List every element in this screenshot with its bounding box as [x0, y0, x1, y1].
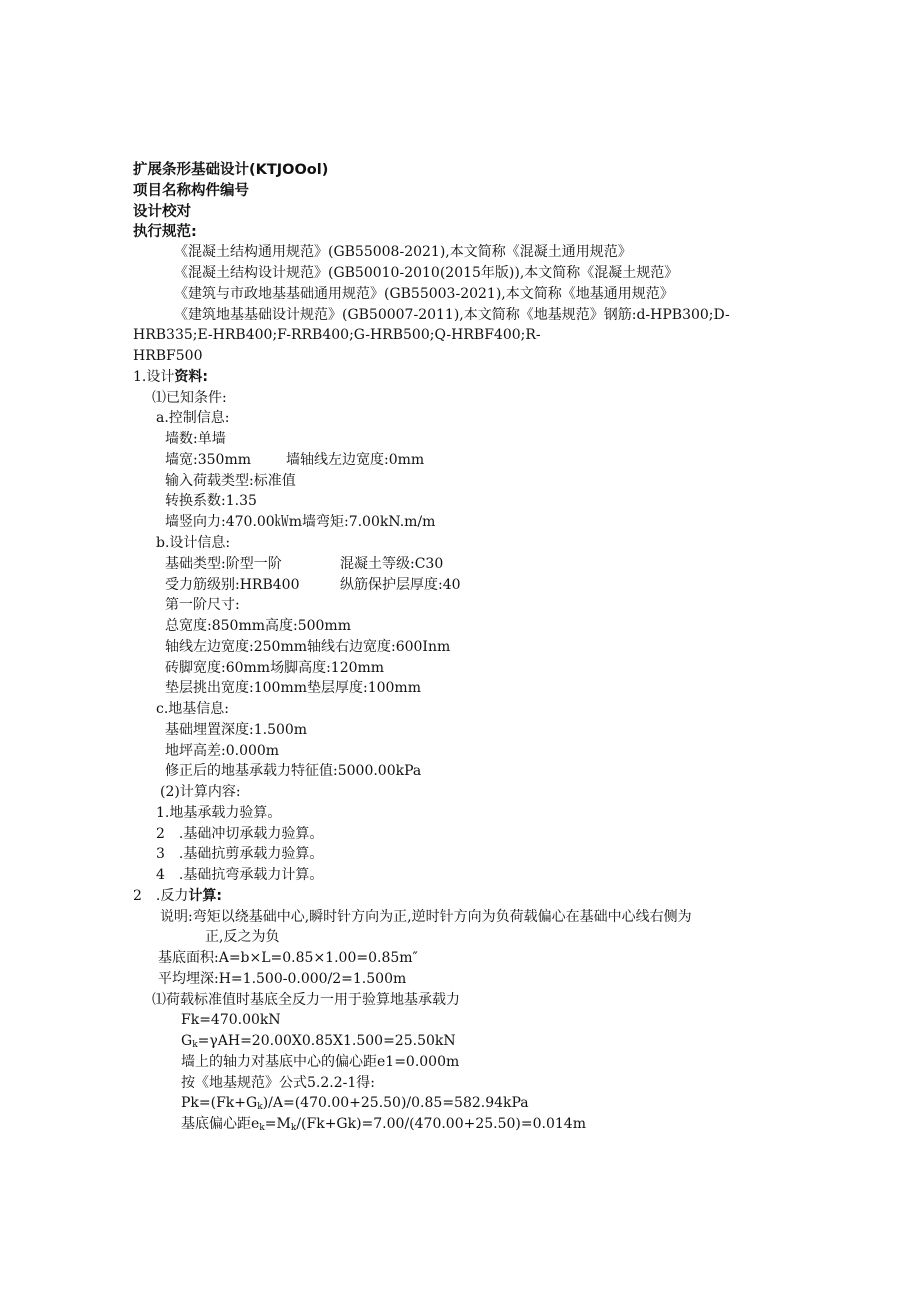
spec-heading: 执行规范:	[133, 224, 197, 240]
ek-label: 基底偏心距e	[181, 1116, 260, 1132]
section-1-heading	[133, 367, 208, 387]
brick-footing: 砖脚宽度:60mm场脚高度:120mm	[165, 660, 385, 676]
eccentricity-axial: 墙上的轴力对基底中心的偏心距e1=0.000m	[181, 1054, 460, 1070]
section-1-title: 资料:	[174, 369, 208, 385]
rebar-grade: 受力筋级别:HRB400	[165, 577, 300, 593]
foundation-type: 基础类型:阶型一阶	[165, 556, 282, 572]
formula-reference: 按《地基规范》公式5.2.2-1得:	[181, 1075, 375, 1091]
calc-item: 2 .基础冲切承载力验算。	[156, 826, 324, 842]
mk-symbol: =M	[264, 1116, 291, 1132]
spec-line: HRB335;E-HRB400;F-RRB400;G-HRB500;Q-HRBF400;R-	[133, 327, 541, 343]
conversion-factor: 转换系数:1.35	[165, 493, 257, 509]
total-width-height: 总宽度:850mm高度:500mm	[165, 618, 351, 634]
spec-line: 《建筑与市政地基基础通用规范》(GB55003-2021),本文简称《地基通用规范》	[174, 286, 674, 302]
fk-value: Fk=470.00kN	[181, 1012, 281, 1028]
section-2-number: 2 .反力	[133, 888, 189, 904]
section-2-title: 计算:	[188, 888, 222, 904]
project-line: 项目名称构件编号	[133, 183, 249, 199]
wall-axis-left-width: 墙轴线左边宽度:0mm	[286, 452, 425, 468]
control-info-heading: a.控制信息:	[156, 410, 230, 426]
design-check-line: 设计校对	[133, 204, 191, 220]
ek-formula: /(Fk+Gk)=7.00/(470.00+25.50)=0.014m	[296, 1116, 586, 1132]
pk-value	[181, 1093, 529, 1113]
calc-content-heading: (2)计算内容:	[160, 784, 241, 800]
mk-subscript: k	[290, 1123, 297, 1133]
pk-subscript: k	[257, 1102, 263, 1112]
base-eccentricity	[181, 1114, 586, 1134]
document-title: 扩展条形基础设计(KTJOOol)	[133, 162, 329, 178]
gk-subscript: k	[192, 1040, 198, 1050]
pk-formula: )/A=(470.00+25.50)/0.85=582.94kPa	[262, 1095, 529, 1111]
load-type: 输入荷载类型:标准值	[165, 473, 296, 489]
burial-depth: 基础埋置深度:1.500m	[165, 722, 308, 738]
section-1-number: 1.设计	[133, 369, 175, 385]
avg-depth: 平均埋深:H=1.500-0.000/2=1.500m	[158, 971, 407, 987]
sign-note-cont: 正,反之为负	[205, 929, 280, 945]
calc-item: 4 .基础抗弯承载力计算。	[156, 867, 324, 883]
calc-item: 1.地基承载力验算。	[156, 805, 282, 821]
wall-width: 墙宽:350mm	[165, 452, 251, 468]
ground-info-heading: c.地基信息:	[156, 701, 230, 717]
ek-subscript: k	[259, 1123, 265, 1133]
gk-formula: =γAH=20.00X0.85X1.500=25.50kN	[197, 1033, 456, 1049]
pk-symbol: Pk=(Fk+G	[181, 1095, 258, 1111]
wall-count: 墙数:单墙	[165, 431, 226, 447]
floor-height-diff: 地坪高差:0.000m	[165, 743, 280, 759]
wall-forces: 墙竖向力:470.00㎾m墙弯矩:7.00kN.m/m	[165, 514, 436, 530]
concrete-grade: 混凝土等级:C30	[340, 556, 444, 572]
sign-note: 说明:弯矩以绕基础中心,瞬时针方向为正,逆时针方向为负荷载偏心在基础中心线右侧为	[160, 909, 692, 925]
base-area: 基底面积:A=b×L=0.85×1.00=0.85m″	[158, 950, 418, 966]
spec-line: 《建筑地基基础设计规范》(GB50007-2011),本文简称《地基规范》钢筋:d-HPB300;D-	[174, 307, 730, 323]
spec-line: HRBF500	[133, 348, 203, 364]
design-info-heading: b.设计信息:	[156, 535, 231, 551]
spec-line: 《混凝土结构设计规范》(GB50010-2010(2015年版)),本文简称《混凝土规范》	[174, 265, 679, 281]
gk-value	[181, 1031, 456, 1051]
calc-item: 3 .基础抗剪承载力验算。	[156, 846, 324, 862]
known-conditions: ⑴已知条件:	[152, 390, 227, 406]
standard-load-heading: ⑴荷载标准值时基底全反力一用于验算地基承载力	[152, 992, 460, 1008]
axis-widths: 轴线左边宽度:250mm轴线右边宽度:600Inm	[165, 639, 451, 655]
section-2-heading	[133, 886, 222, 906]
bearing-capacity: 修正后的地基承载力特征值:5000.00kPa	[165, 763, 422, 779]
cushion-layer: 垫层挑出宽度:100mm垫层厚度:100mm	[165, 680, 421, 696]
cover-thickness: 纵筋保护层厚度:40	[340, 577, 461, 593]
gk-symbol: G	[181, 1033, 193, 1049]
first-step-size: 第一阶尺寸:	[165, 597, 240, 613]
spec-line: 《混凝土结构通用规范》(GB55008-2021),本文简称《混凝土通用规范》	[174, 244, 632, 260]
